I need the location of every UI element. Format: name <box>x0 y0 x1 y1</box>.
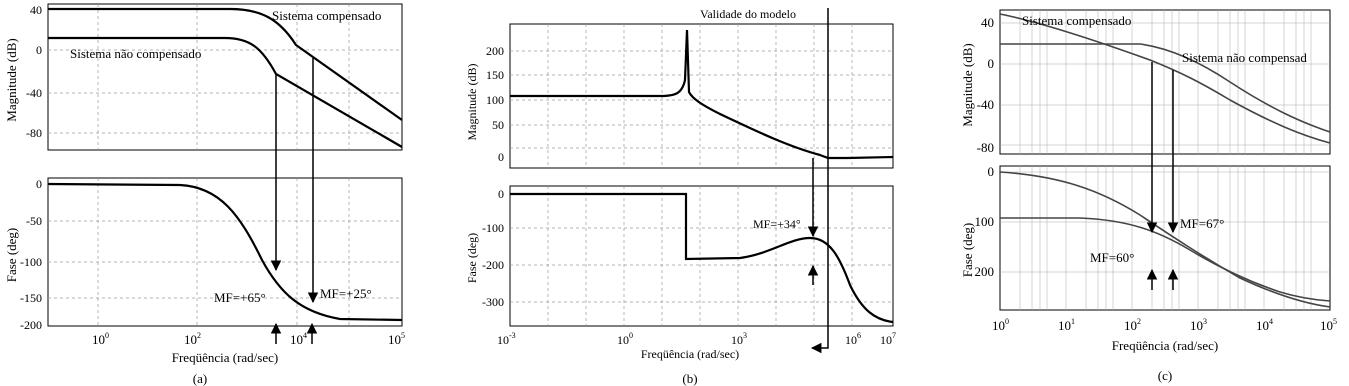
panel-b-pm: MF=+34° <box>753 217 801 231</box>
panel-c-phase-compensated-curve <box>1000 172 1330 307</box>
panel-c-phase-uncompensated-curve <box>1000 218 1330 301</box>
panel-c-x-tick: $10^5$ <box>1320 317 1337 333</box>
panel-a-phase-tick: 0 <box>36 177 42 191</box>
panel-a-phase-tick: -100 <box>20 255 42 269</box>
panel-b-mag-tick: 200 <box>486 44 504 58</box>
panel-c-phase-tick: 200 <box>974 264 994 279</box>
panel-c-magnitude-plot <box>960 10 1330 155</box>
panel-b-magnitude-curve <box>510 30 893 158</box>
panel-b <box>465 7 896 386</box>
panel-b-validity-arrow <box>812 8 828 348</box>
panel-b-phase-tick: -200 <box>482 258 504 272</box>
panel-c-caption: (c) <box>1157 368 1173 383</box>
panel-b-mag-tick: 150 <box>486 68 504 82</box>
panel-a-label-uncompensated: Sistema não compensado <box>70 46 202 61</box>
panel-c-mag-tick: -80 <box>976 140 994 155</box>
panel-b-x-tick: $10^{-3}$ <box>497 331 516 347</box>
panel-a-pm-uncompensated: MF=+65° <box>214 290 266 305</box>
panel-a-pm-compensated: MF=+25° <box>320 286 372 301</box>
panel-b-mag-tick: 50 <box>492 118 504 132</box>
panel-a-x-tick: $10^4$ <box>290 331 307 347</box>
panel-c-phase-tick: 100 <box>974 214 994 229</box>
panel-c-mag-ylabel: Magnitude (dB) <box>960 43 975 127</box>
panel-b-mag-tick: 0 <box>498 150 504 164</box>
panel-c-phase-plot <box>960 164 1330 310</box>
panel-b-xlabel: Freqüência (rad/sec) <box>640 347 740 361</box>
panel-c-x-tick: $10^0$ <box>992 317 1009 333</box>
panel-a-phase-tick: -200 <box>20 318 42 332</box>
panel-b-mag-ylabel: Magnitude (dB) <box>465 63 479 141</box>
panel-b-caption: (b) <box>682 371 698 386</box>
panel-a-xlabel: Freqüência (rad/sec) <box>171 350 279 365</box>
panel-b-phase-tick: 0 <box>498 187 504 201</box>
panel-c-x-tick: $10^2$ <box>1124 317 1141 333</box>
panel-a-mag-tick: -80 <box>26 126 42 140</box>
panel-b-title-label: Validade do modelo <box>700 7 796 21</box>
panel-a-caption: (a) <box>192 371 208 386</box>
panel-c-pm-compensated: MF=67° <box>1180 216 1225 231</box>
panel-a-mag-ylabel: Magnitude (dB) <box>4 38 19 122</box>
panel-a-mag-tick: -40 <box>26 86 42 100</box>
panel-c-x-tick: $10^1$ <box>1058 317 1075 333</box>
panel-c-mag-tick: -40 <box>976 97 994 112</box>
panel-a-phase-tick: -50 <box>26 214 42 228</box>
panel-a <box>4 3 405 386</box>
panel-a-x-tick: $10^5$ <box>388 331 405 347</box>
panel-b-x-tick: $10^0$ <box>617 331 633 347</box>
panel-b-x-tick: $10^7$ <box>880 331 896 347</box>
panel-c <box>960 10 1337 383</box>
panel-c-label-uncompensated: Sistema não compensad <box>1182 50 1307 65</box>
panel-b-phase-plot <box>465 186 893 326</box>
panel-a-x-tick: $10^2$ <box>184 331 201 347</box>
panel-b-x-tick: $10^6$ <box>845 331 861 347</box>
panel-a-mag-tick: 0 <box>36 43 42 57</box>
panel-a-label-compensated: Sistema compensado <box>272 8 382 23</box>
panel-b-x-tick: $10^3$ <box>731 331 747 347</box>
panel-a-x-tick: $10^0$ <box>92 331 109 347</box>
panel-c-pm-uncompensated: MF=60° <box>1090 250 1135 265</box>
panel-c-mag-compensated-curve <box>1000 14 1330 143</box>
panel-a-phase-tick: -150 <box>20 291 42 305</box>
panel-c-mag-tick: 0 <box>987 56 994 71</box>
panel-c-label-compensated: Sistema compensado <box>1022 13 1132 28</box>
panel-b-phase-tick: -100 <box>482 221 504 235</box>
panel-c-mag-tick: 40 <box>981 15 994 30</box>
panel-c-x-tick: $10^3$ <box>1190 317 1207 333</box>
panel-a-mag-tick: 40 <box>30 3 42 17</box>
panel-c-phase-tick: 0 <box>987 164 994 179</box>
panel-c-x-tick: $10^4$ <box>1256 317 1273 333</box>
panel-c-xlabel: Freqüência (rad/sec) <box>1111 338 1219 353</box>
panel-a-phase-plot <box>4 177 402 332</box>
panel-b-phase-tick: -300 <box>482 295 504 309</box>
panel-b-phase-ylabel: Fase (deg) <box>465 232 479 284</box>
panel-c-phase-ylabel: Fase (deg) <box>960 222 975 278</box>
panel-a-magnitude-plot <box>4 3 402 150</box>
panel-b-mag-tick: 100 <box>486 93 504 107</box>
panel-a-phase-ylabel: Fase (deg) <box>4 227 19 283</box>
panel-b-magnitude-plot <box>465 24 893 168</box>
panel-b-phase-curve <box>510 194 893 322</box>
